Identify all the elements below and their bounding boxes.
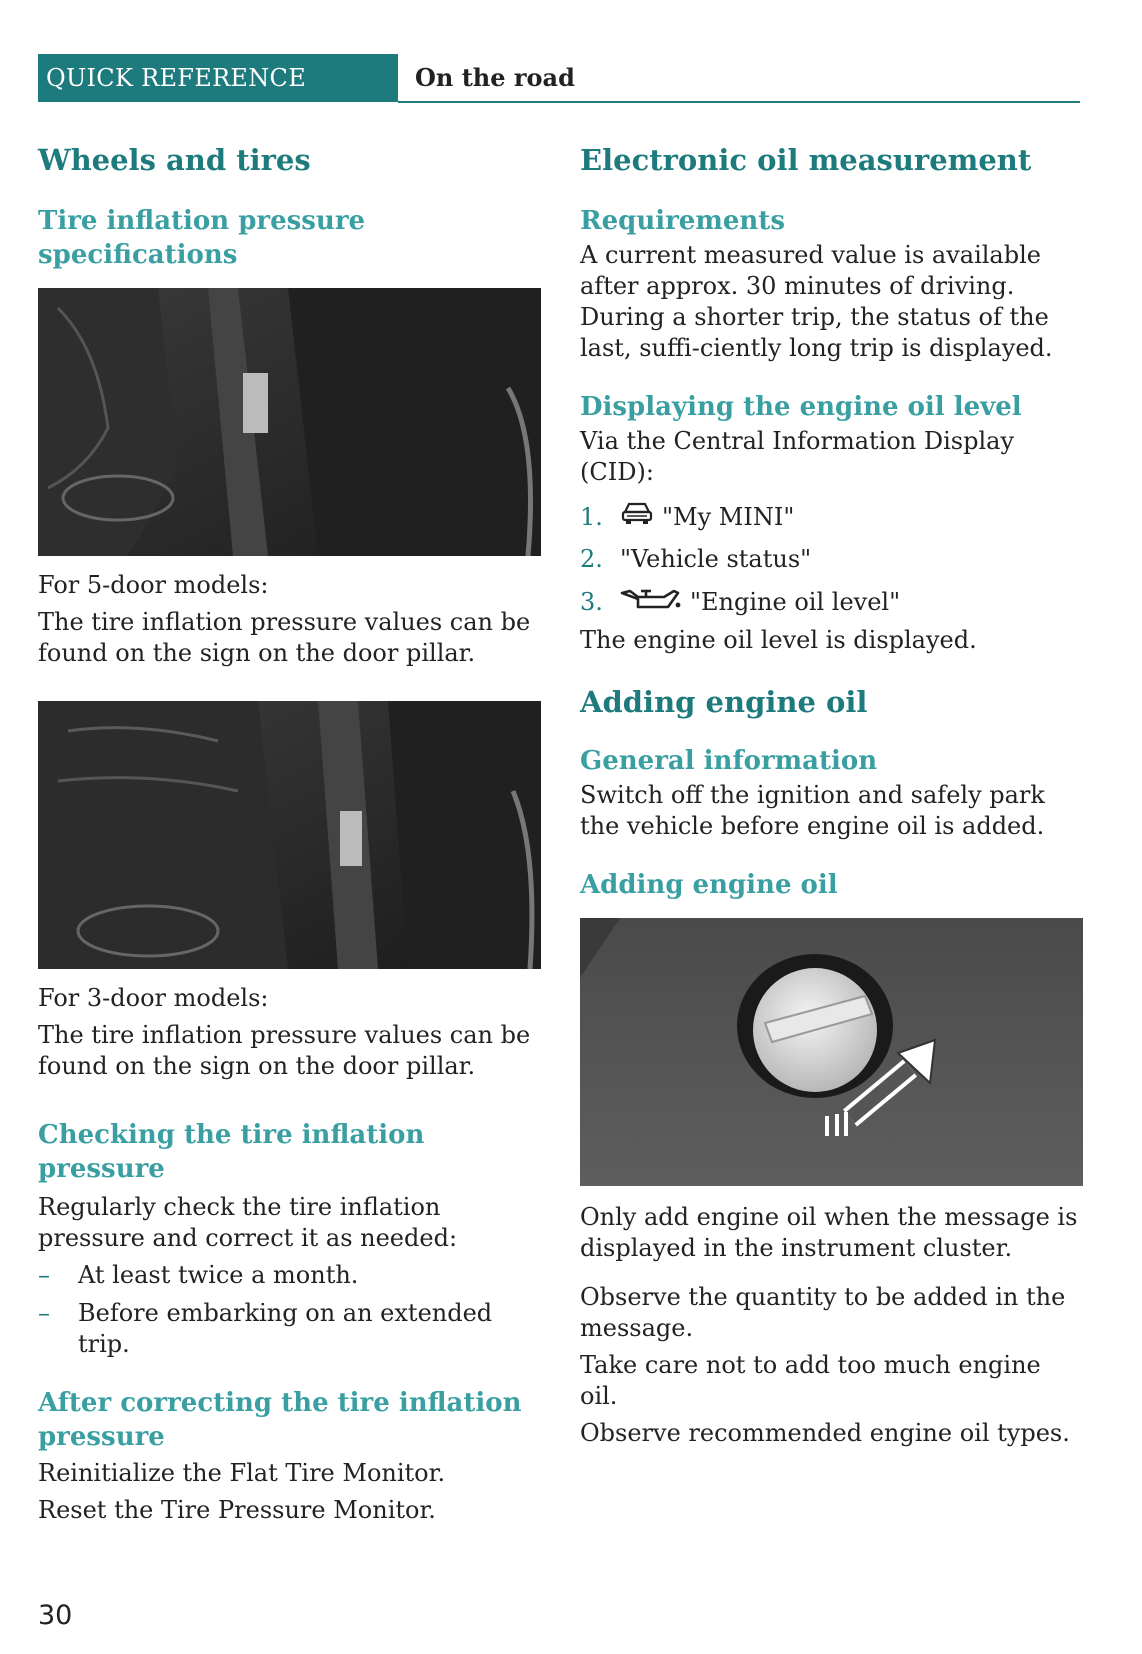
display-result: The engine oil level is displayed. [580, 626, 977, 654]
oil-measurement-title: Electronic oil measurement [580, 143, 1032, 177]
pressure-label-sticker [340, 811, 362, 866]
header-tab: QUICK REFERENCE [38, 54, 398, 102]
after-line-1: Reinitialize the Flat Tire Monitor. [38, 1459, 446, 1487]
three-door-pillar-image [38, 701, 541, 969]
adding-text-4: Observe recommended engine oil types. [580, 1419, 1070, 1447]
left-column [38, 140, 548, 1526]
page-number: 30 [38, 1600, 73, 1631]
right-column [580, 140, 1080, 1449]
oil-filler-cap-image [580, 918, 1083, 1186]
general-info-heading: General information [580, 746, 878, 776]
checking-heading: Checking the tire inflation pressure [38, 1120, 425, 1184]
three-door-caption: For 3-door models: [38, 984, 269, 1012]
general-info-text: Switch off the ignition and safely park the vehicle before engine oil is added. [580, 781, 1045, 840]
header-divider [398, 101, 1080, 103]
pressure-label-sticker [243, 373, 268, 433]
requirements-heading: Requirements [580, 206, 785, 236]
tire-spec-heading: Tire inflation pressure specifications [38, 206, 366, 270]
after-correcting-heading: After correcting the tire inflation pressure [38, 1388, 522, 1452]
adding-text-1: Only add engine oil when the message is displayed in the instrument cluster. [580, 1203, 1078, 1262]
five-door-caption: For 5-door models: [38, 571, 269, 599]
display-steps [580, 500, 1080, 619]
checking-text: Regularly check the tire inflation pressure and correct it as needed: [38, 1193, 458, 1252]
car-icon [620, 500, 654, 534]
five-door-pillar-image [38, 288, 541, 556]
checking-list [38, 1260, 548, 1360]
three-door-text: The tire inflation pressure values can be found on the sign on the door pillar. [38, 1021, 531, 1080]
list-item: – At least twice a month. [38, 1261, 359, 1289]
adding-oil-heading: Adding engine oil [580, 870, 838, 900]
requirements-text: A current measured value is available after approx. 30 minutes of driving. During a shorter trip, the status of the last, suffi-ciently long trip is displayed. [580, 241, 1053, 362]
oil-can-icon [620, 585, 682, 619]
header-section-title: On the road [415, 63, 575, 92]
display-oil-level-heading: Displaying the engine oil level [580, 392, 1022, 422]
list-item: 2. "Vehicle status" [580, 545, 812, 573]
after-line-2: Reset the Tire Pressure Monitor. [38, 1496, 436, 1524]
display-intro: Via the Central Information Display (CID): [580, 427, 1015, 486]
list-item: 1. "My MINI" [580, 500, 1080, 534]
list-item: – Before embarking on an extended trip. [38, 1299, 493, 1358]
wheels-tires-title: Wheels and tires [38, 143, 311, 177]
adding-text-3: Take care not to add too much engine oil. [580, 1351, 1041, 1410]
five-door-text: The tire inflation pressure values can be found on the sign on the door pillar. [38, 608, 531, 667]
adding-text-2: Observe the quantity to be added in the message. [580, 1283, 1066, 1342]
adding-oil-title: Adding engine oil [580, 685, 868, 719]
list-item: 3. "Engine oil level" [580, 585, 1080, 619]
